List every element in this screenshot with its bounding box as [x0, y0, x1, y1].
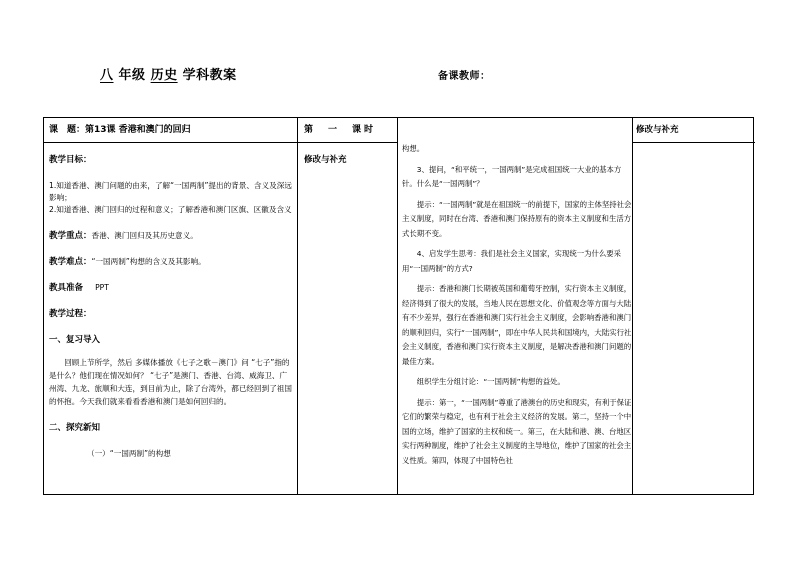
key-label: 教学重点：: [49, 231, 92, 241]
revision-header-mid: 修改与补充: [304, 155, 347, 165]
teaching-detail-column: [402, 142, 632, 468]
teacher-label: 备课教师：: [438, 71, 491, 82]
goals-title: 教学目标：: [49, 155, 92, 165]
detail-p0: 构想。: [402, 144, 425, 153]
prep-text: PPT: [95, 283, 109, 292]
goal-1: 1.知道香港、澳门问题的由来，了解“一国两制”提出的背景、含义及深远影响；: [49, 181, 292, 202]
detail-p4: 提示：香港和澳门长期被英国和葡萄牙控制，实行资本主义制度，经济得到了很大的发展，当地人民在思想文化、价值观念等方面与大陆有不少差异，强行在香港和澳门实行社会主义制度，会影响香港和澳门的顺利回归，实行“一国两制”，即在中华人民共和国境内，大陆实行社会主义制度，香港和澳门实行资本主义制度，是解决香港和澳门问题的最佳方案。: [402, 284, 632, 366]
goal-2: 2.知道香港、澳门回归的过程和意义；了解香港和澳门区旗、区徽及含义: [49, 205, 292, 214]
detail-p2: 提示：“一国两制”就是在祖国统一的前提下，国家的主体坚持社会主义制度，同时在台湾、香港和澳门保持原有的资本主义制度和生活方式长期不变。: [402, 199, 632, 238]
teaching-content-column: [49, 154, 294, 460]
lesson-title: 课 题：第13课 香港和澳门的回归: [49, 125, 191, 135]
detail-p6: 提示：第一，“一国两制”尊重了港澳台的历史和现实，有利于保证它们的繁荣与稳定，也有利于社会主义经济的发展。第二，坚持一个中国的立场，维护了国家的主权和统一。第三，在大陆和港、澳、台地区实行两种制度，维护了社会主义制度的主导地位，维护了国家的社会主义性质。第四，体现了中国特色社: [402, 397, 632, 465]
title-grade: 八: [100, 68, 114, 83]
detail-p1: 3、提问，“和平统一，一国两制”是完成祖国统一大业的基本方针。什么是“一国两制”？: [402, 164, 622, 188]
difficulty-text: “一国两制”构想的含义及其影响。: [91, 257, 206, 266]
document-title: [100, 64, 237, 83]
section-explore: 二、探究新知: [49, 423, 101, 433]
process-label: 教学过程：: [49, 309, 92, 319]
intro-paragraph: 回顾上节所学，然后 多媒体播放《七子之歌－澳门》问 “七子”指的是什么？他们现在情况如何？ “七子”是澳门、香港、台湾、威海卫、广州湾、九龙、旅顺和大连，到目前为止，除了台湾外，都已经回到了祖国的怀抱。今天我们就来看看香港和澳门是如何回归的。: [49, 358, 292, 406]
column-divider: [297, 118, 298, 494]
prep-label: 教具准备: [49, 283, 84, 293]
subsection-title: （一）“一国两制”的构想: [87, 449, 171, 458]
row-divider: [44, 142, 397, 143]
detail-p3: 4、启发学生思考：我们是社会主义国家，实现统一为什么要采用“一国两制”的方式?: [402, 249, 622, 273]
difficulty-label: 教学难点：: [49, 257, 92, 267]
key-text: 香港、澳门回归及其历史意义。: [91, 231, 198, 240]
title-subject: 历史: [150, 68, 178, 83]
period-label: 第 一 课时: [304, 125, 377, 135]
title-suffix: 学科教案: [182, 68, 237, 83]
column-divider: [632, 118, 633, 494]
column-divider: [397, 118, 398, 494]
detail-p5: 组织学生分组讨论：“一国两制”构想的益处。: [416, 377, 565, 386]
title-grade-suffix: 年级: [118, 68, 146, 83]
lesson-plan-table: [43, 117, 754, 495]
revision-header-top: 修改与补充: [636, 125, 679, 135]
section-review: 一、复习导入: [49, 335, 101, 345]
row-divider: [632, 142, 755, 143]
